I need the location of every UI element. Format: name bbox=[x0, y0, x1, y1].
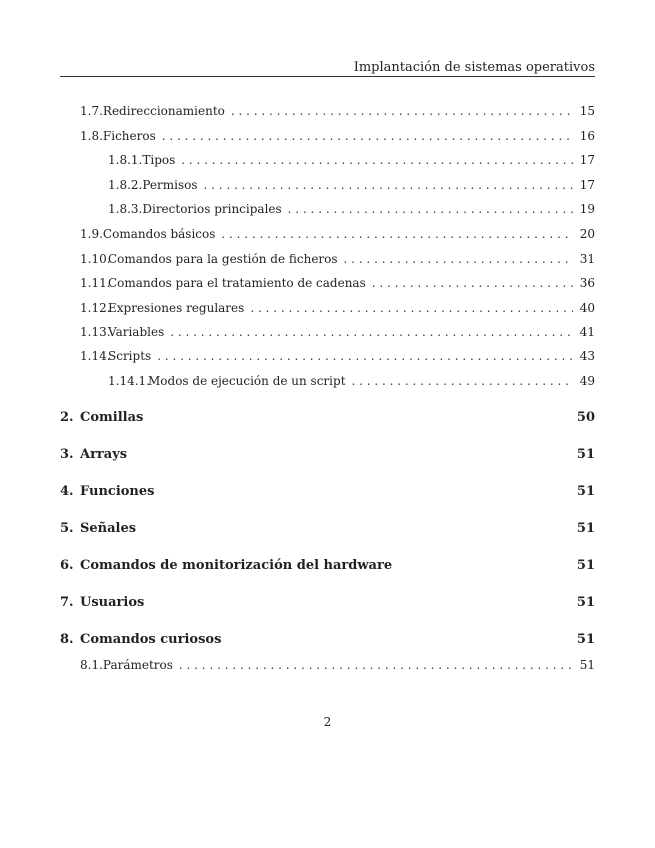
toc-chapter-page: 51 bbox=[576, 558, 595, 573]
toc-entry-number: 1.10. bbox=[80, 252, 111, 266]
toc-entry-title: Permisos bbox=[142, 178, 198, 192]
toc-entry-page: 15 bbox=[579, 104, 595, 118]
toc-entry[interactable] bbox=[80, 323, 595, 341]
toc-entry-page: 40 bbox=[579, 301, 595, 315]
toc-chapter-page: 51 bbox=[576, 632, 595, 647]
toc-entry[interactable] bbox=[80, 299, 595, 317]
toc-entry[interactable] bbox=[108, 151, 595, 169]
toc-chapter-title: Comandos curiosos bbox=[80, 632, 222, 647]
toc-chapter-title: Señales bbox=[80, 521, 137, 536]
page-number: 2 bbox=[323, 715, 332, 729]
toc-entry-title: Comandos básicos bbox=[102, 227, 216, 241]
toc-dot-leader bbox=[231, 102, 573, 120]
toc-entry-number: 1.14. bbox=[80, 349, 111, 363]
toc-entry-number: 8.1. bbox=[80, 658, 103, 672]
toc-entry-page: 43 bbox=[579, 349, 595, 363]
toc-entry-page: 16 bbox=[579, 129, 595, 143]
toc-entry[interactable] bbox=[80, 127, 595, 145]
toc-chapter-number: 2. bbox=[60, 410, 74, 425]
toc-dot-leader bbox=[288, 200, 573, 218]
toc-dot-leader bbox=[372, 274, 573, 292]
toc-chapter-title: Comandos de monitorización del hardware bbox=[80, 558, 393, 573]
toc-dot-leader bbox=[181, 151, 573, 169]
toc-dot-leader bbox=[344, 250, 573, 268]
toc-chapter-page: 51 bbox=[576, 484, 595, 499]
toc-chapter[interactable] bbox=[60, 631, 595, 649]
toc-entry-title: Tipos bbox=[142, 153, 176, 167]
toc-chapter[interactable] bbox=[60, 557, 595, 575]
toc-entry-number: 1.8.1. bbox=[108, 153, 143, 167]
toc-entry-number: 1.11. bbox=[80, 276, 111, 290]
toc-entry-number: 1.8.2. bbox=[108, 178, 143, 192]
toc-entry-title: Directorios principales bbox=[142, 202, 282, 216]
toc-entry-number: 1.13. bbox=[80, 325, 111, 339]
toc-entry-page: 19 bbox=[579, 202, 595, 216]
toc-entry-number: 1.7. bbox=[80, 104, 103, 118]
toc-dot-leader bbox=[162, 127, 573, 145]
toc-entry-page: 17 bbox=[579, 178, 595, 192]
toc-entry-number: 1.12. bbox=[80, 301, 111, 315]
toc-chapter[interactable] bbox=[60, 483, 595, 501]
header-rule bbox=[60, 76, 595, 77]
toc-chapter-number: 4. bbox=[60, 484, 74, 499]
toc-entry[interactable] bbox=[80, 347, 595, 365]
toc-dot-leader bbox=[250, 299, 573, 317]
toc-chapter-page: 51 bbox=[576, 521, 595, 536]
toc-entry-page: 49 bbox=[579, 374, 595, 388]
toc-entry-page: 36 bbox=[579, 276, 595, 290]
toc-entry-title: Scripts bbox=[108, 349, 152, 363]
toc-chapter-title: Usuarios bbox=[80, 595, 145, 610]
toc-entry-number: 1.9. bbox=[80, 227, 103, 241]
toc-chapter-number: 8. bbox=[60, 632, 74, 647]
toc-entry-page: 41 bbox=[579, 325, 595, 339]
toc-chapter-title: Funciones bbox=[80, 484, 155, 499]
toc-chapter-title: Arrays bbox=[80, 447, 128, 462]
toc-chapter[interactable] bbox=[60, 446, 595, 464]
toc-entry[interactable] bbox=[80, 656, 595, 674]
toc-entry-title: Modos de ejecución de un script bbox=[148, 374, 346, 388]
toc-chapter[interactable] bbox=[60, 594, 595, 612]
toc-entry[interactable] bbox=[80, 225, 595, 243]
toc-chapter-page: 51 bbox=[576, 595, 595, 610]
toc-entry[interactable] bbox=[108, 176, 595, 194]
toc-entry-number: 1.8.3. bbox=[108, 202, 143, 216]
toc-chapter-number: 5. bbox=[60, 521, 74, 536]
toc-entry-number: 1.14.1. bbox=[108, 374, 150, 388]
toc-dot-leader bbox=[157, 347, 573, 365]
toc-entry-title: Parámetros bbox=[102, 658, 173, 672]
toc-entry-title: Redireccionamiento bbox=[102, 104, 225, 118]
toc-entry-page: 31 bbox=[579, 252, 595, 266]
toc-entry[interactable] bbox=[80, 274, 595, 292]
toc-chapter-number: 3. bbox=[60, 447, 74, 462]
running-header: Implantación de sistemas operativos bbox=[353, 60, 595, 75]
toc-chapter[interactable] bbox=[60, 520, 595, 538]
toc-entry-page: 20 bbox=[579, 227, 595, 241]
toc-dot-leader bbox=[179, 656, 573, 674]
toc-entry[interactable] bbox=[80, 102, 595, 120]
toc-chapter[interactable] bbox=[60, 409, 595, 427]
toc-entry-title: Ficheros bbox=[102, 129, 156, 143]
toc-chapter-page: 51 bbox=[576, 447, 595, 462]
toc-entry-title: Comandos para la gestión de ficheros bbox=[108, 252, 338, 266]
toc-dot-leader bbox=[221, 225, 573, 243]
toc-dot-leader bbox=[352, 372, 573, 390]
toc-chapter-page: 50 bbox=[576, 410, 595, 425]
toc-entry[interactable] bbox=[108, 372, 595, 390]
toc-chapter-number: 7. bbox=[60, 595, 74, 610]
toc-entry-page: 17 bbox=[579, 153, 595, 167]
toc-dot-leader bbox=[170, 323, 573, 341]
toc-entry-title: Comandos para el tratamiento de cadenas bbox=[108, 276, 366, 290]
toc-entry[interactable] bbox=[80, 250, 595, 268]
toc-dot-leader bbox=[204, 176, 574, 194]
toc-entry-number: 1.8. bbox=[80, 129, 103, 143]
toc-chapter-number: 6. bbox=[60, 558, 74, 573]
toc-entry[interactable] bbox=[108, 200, 595, 218]
toc-entry-page: 51 bbox=[579, 658, 595, 672]
toc-entry-title: Expresiones regulares bbox=[108, 301, 245, 315]
toc-entry-title: Variables bbox=[108, 325, 165, 339]
toc-chapter-title: Comillas bbox=[80, 410, 144, 425]
